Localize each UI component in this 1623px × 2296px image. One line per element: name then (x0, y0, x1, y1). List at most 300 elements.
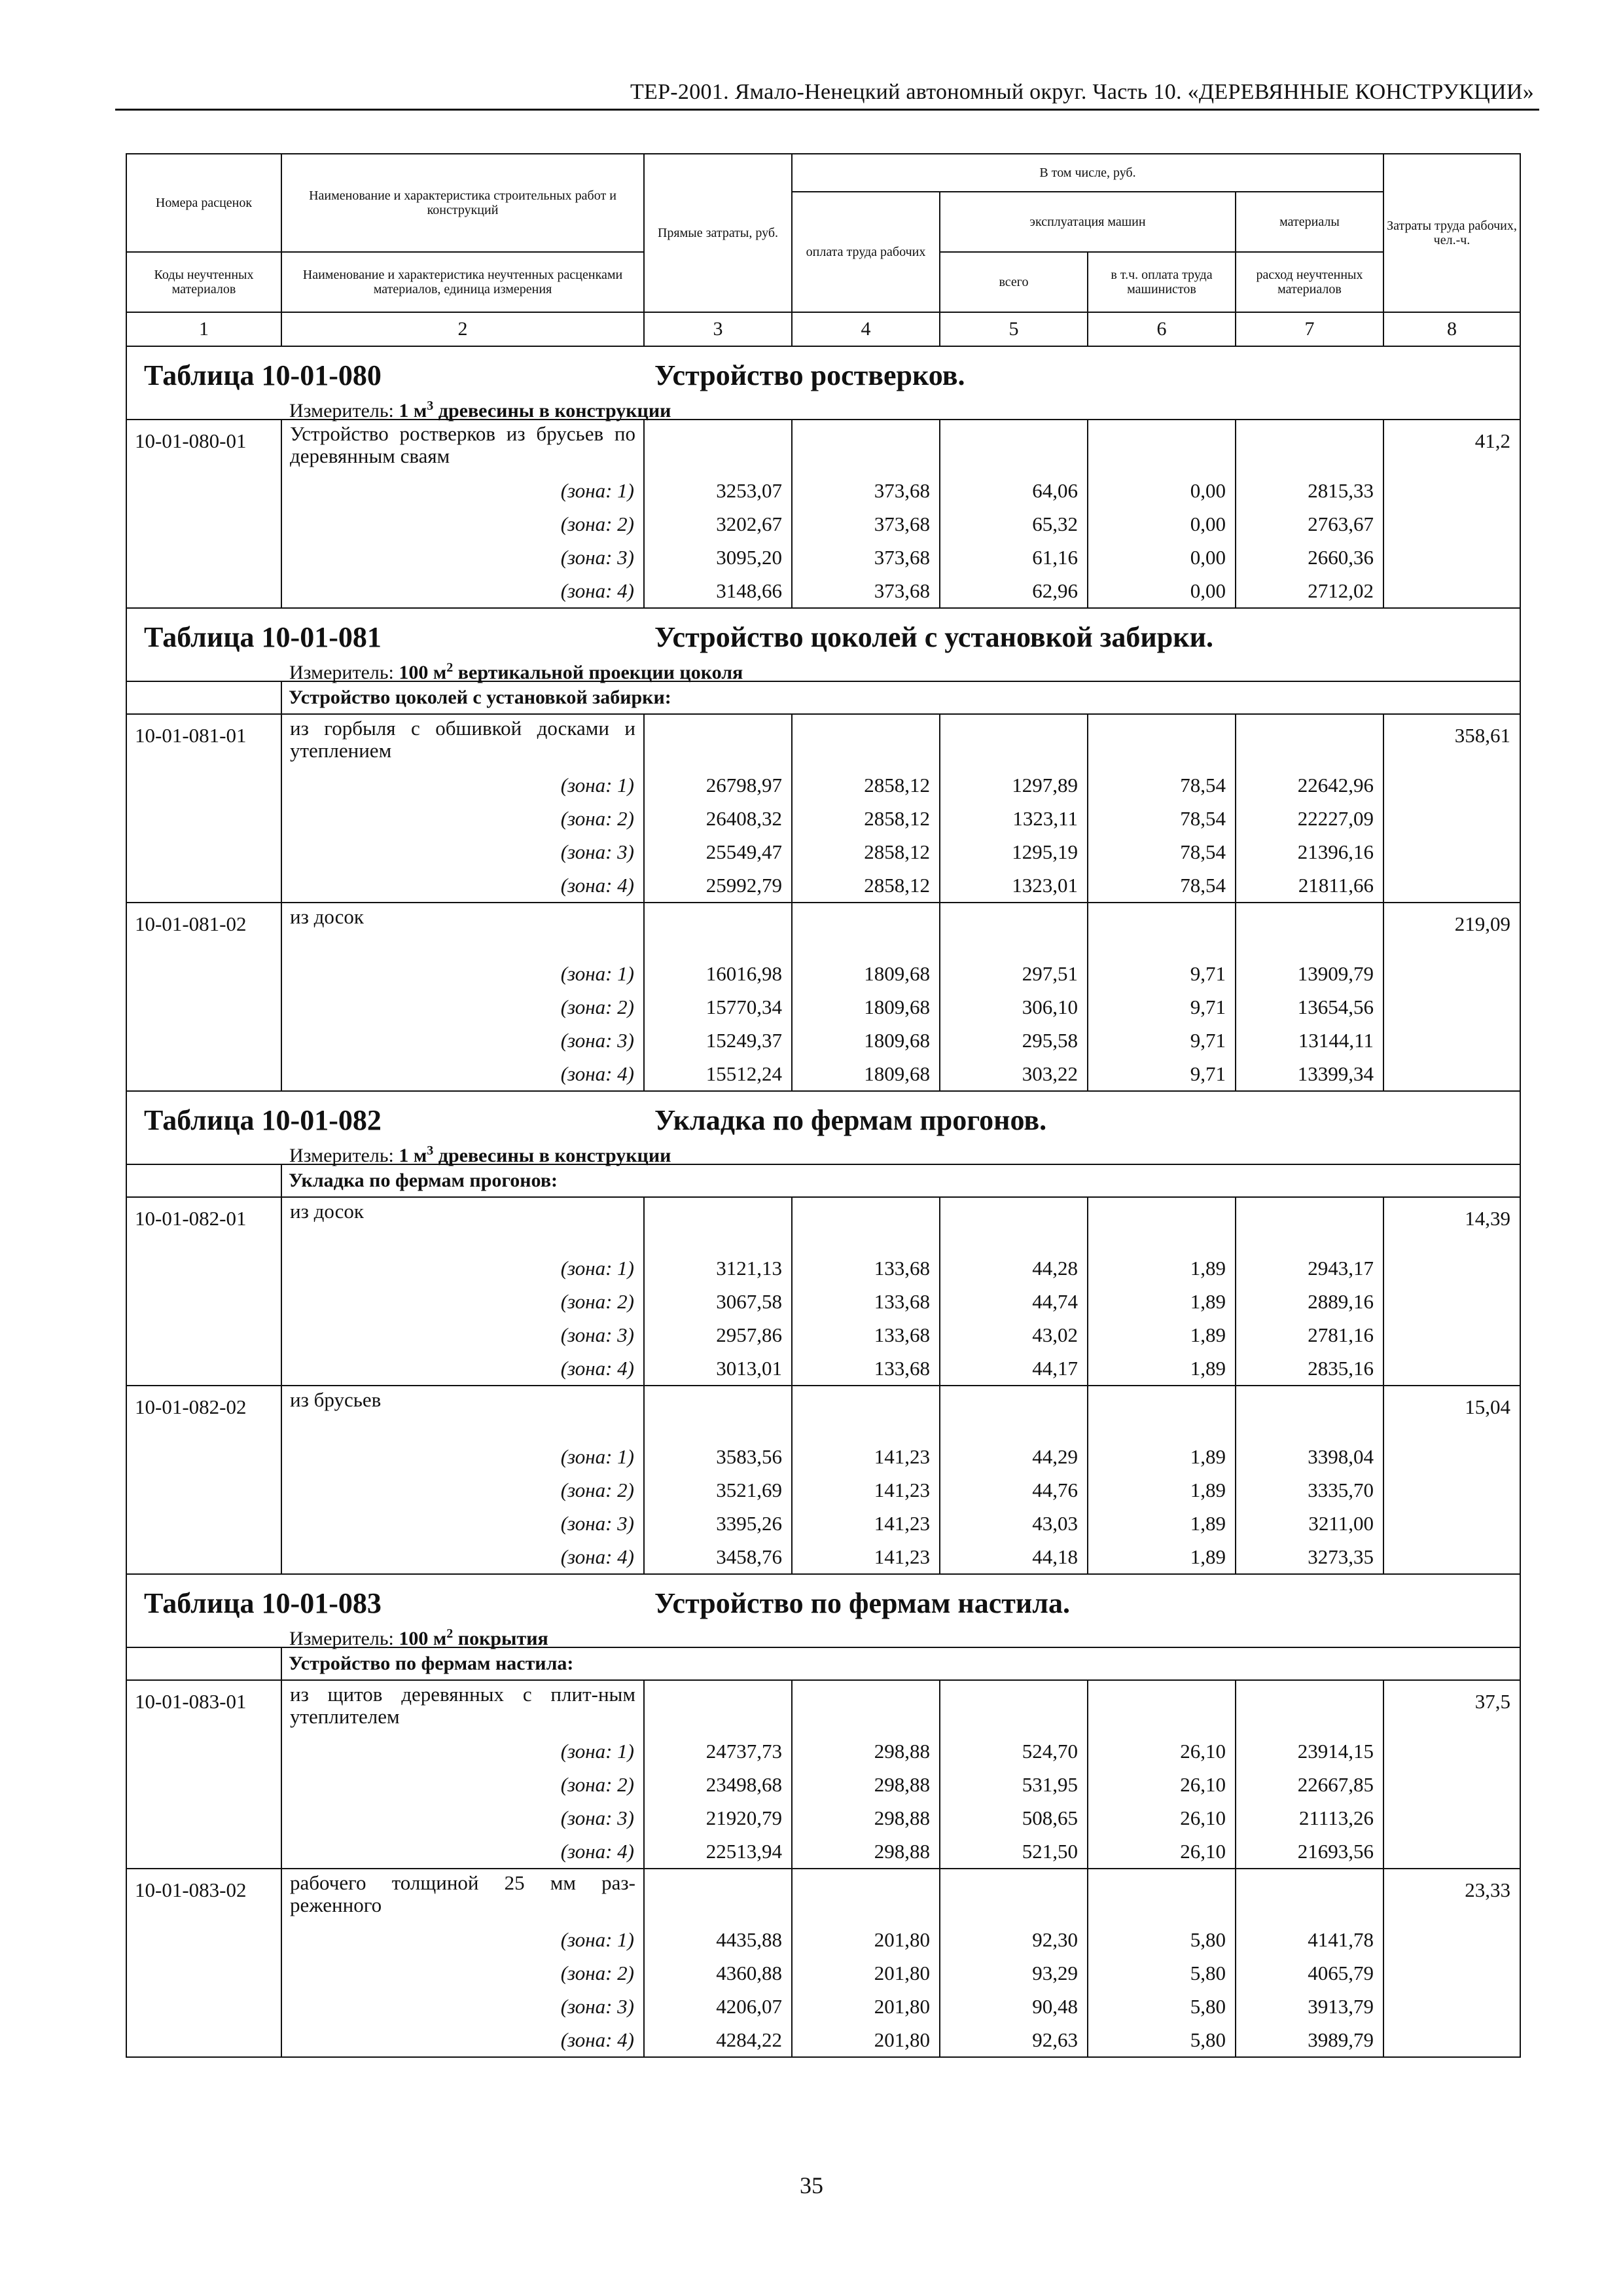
drivers-pay: 5,80 (1088, 1956, 1236, 1990)
drivers-pay: 78,54 (1088, 835, 1236, 869)
zone-row (126, 541, 1520, 574)
materials-cost: 2712,02 (1236, 574, 1383, 608)
empty-cell (792, 1386, 940, 1440)
worker-pay: 141,23 (792, 1507, 940, 1540)
col-header-group: В том числе, руб. (792, 154, 1383, 192)
empty-cell (1088, 714, 1236, 768)
empty-cell (644, 1386, 792, 1440)
empty-cell (1236, 1386, 1383, 1440)
col-header-pay: оплата труда рабочих (792, 192, 940, 312)
worker-pay: 133,68 (792, 1251, 940, 1285)
direct-cost: 3067,58 (644, 1285, 792, 1318)
drivers-pay: 26,10 (1088, 1835, 1236, 1869)
col-header-machines: эксплуатация машин (940, 192, 1236, 252)
meter-sup: 2 (446, 660, 454, 675)
machines-total: 43,02 (940, 1318, 1088, 1352)
machines-total: 297,51 (940, 957, 1088, 990)
drivers-pay: 0,00 (1088, 507, 1236, 541)
drivers-pay: 9,71 (1088, 1024, 1236, 1057)
zone-label: (зона: 4) (281, 1352, 644, 1386)
worker-pay: 141,23 (792, 1440, 940, 1473)
machines-total: 44,76 (940, 1473, 1088, 1507)
empty-cell (792, 420, 940, 474)
zone-row (126, 1540, 1520, 1574)
meter-sup: 2 (446, 1626, 454, 1641)
direct-cost: 21920,79 (644, 1801, 792, 1835)
zone-row (126, 1318, 1520, 1352)
labor-cost: 15,04 (1383, 1386, 1520, 1574)
labor-cost: 219,09 (1383, 903, 1520, 1091)
materials-cost: 2889,16 (1236, 1285, 1383, 1318)
zone-label: (зона: 1) (281, 1923, 644, 1956)
col-number: 3 (644, 312, 792, 346)
meter-prefix: Измеритель: (289, 1145, 394, 1166)
col-header-materials: материалы (1236, 192, 1383, 252)
worker-pay: 201,80 (792, 1956, 940, 1990)
table-subtitle: Устройство цоколей с установкой забирки: (281, 681, 1520, 714)
zone-label: (зона: 4) (281, 2023, 644, 2057)
zone-label: (зона: 4) (281, 869, 644, 903)
col-number: 8 (1383, 312, 1520, 346)
zone-row (126, 1285, 1520, 1318)
direct-cost: 15512,24 (644, 1057, 792, 1091)
table-subtitle: Устройство по фермам настила: (281, 1647, 1520, 1680)
direct-cost: 3395,26 (644, 1507, 792, 1540)
worker-pay: 201,80 (792, 1990, 940, 2023)
table-row (126, 1386, 1520, 1440)
zone-label: (зона: 1) (281, 1251, 644, 1285)
machines-total: 531,95 (940, 1768, 1088, 1801)
machines-total: 508,65 (940, 1801, 1088, 1835)
empty-cell (940, 714, 1088, 768)
drivers-pay: 78,54 (1088, 869, 1236, 903)
materials-cost: 13909,79 (1236, 957, 1383, 990)
drivers-pay: 1,89 (1088, 1473, 1236, 1507)
machines-total: 44,29 (940, 1440, 1088, 1473)
subtitle-row (126, 1164, 1520, 1197)
machines-total: 64,06 (940, 474, 1088, 507)
worker-pay: 1809,68 (792, 957, 940, 990)
empty-cell (1236, 1197, 1383, 1251)
machines-total: 303,22 (940, 1057, 1088, 1091)
table-meter (144, 393, 1520, 422)
zone-row (126, 1251, 1520, 1285)
zone-label: (зона: 2) (281, 1285, 644, 1318)
machines-total: 521,50 (940, 1835, 1088, 1869)
meter-unit (399, 662, 743, 683)
materials-cost: 3989,79 (1236, 2023, 1383, 2057)
worker-pay: 201,80 (792, 1923, 940, 1956)
table-name: Устройство по фермам настила. (654, 1587, 1070, 1619)
worker-pay: 2858,12 (792, 869, 940, 903)
col-number: 6 (1088, 312, 1236, 346)
table-caption (126, 608, 1520, 681)
drivers-pay: 0,00 (1088, 574, 1236, 608)
machines-total: 43,03 (940, 1507, 1088, 1540)
machines-total: 90,48 (940, 1990, 1088, 2023)
zone-row (126, 869, 1520, 903)
machines-total: 306,10 (940, 990, 1088, 1024)
zone-label: (зона: 1) (281, 474, 644, 507)
meter-prefix: Измеритель: (289, 1628, 394, 1649)
zone-row (126, 990, 1520, 1024)
table-meter (144, 1138, 1520, 1164)
meter-rest: древесины в конструкции (433, 1145, 671, 1166)
materials-cost: 3335,70 (1236, 1473, 1383, 1507)
labor-cost: 358,61 (1383, 714, 1520, 903)
zone-row (126, 507, 1520, 541)
document-title: ТЕР-2001. Ямало-Ненецкий автономный округ. Часть 10. «ДЕРЕВЯННЫЕ КОНСТРУКЦИИ» (630, 80, 1534, 104)
worker-pay: 298,88 (792, 1801, 940, 1835)
machines-total: 92,63 (940, 2023, 1088, 2057)
page-number: 35 (800, 2172, 823, 2198)
empty-cell (1088, 420, 1236, 474)
table-meter (144, 655, 1520, 681)
drivers-pay: 0,00 (1088, 541, 1236, 574)
materials-cost: 4141,78 (1236, 1923, 1383, 1956)
materials-cost: 22227,09 (1236, 802, 1383, 835)
empty-cell (644, 714, 792, 768)
drivers-pay: 1,89 (1088, 1540, 1236, 1574)
materials-cost: 22642,96 (1236, 768, 1383, 802)
machines-total: 93,29 (940, 1956, 1088, 1990)
zone-label: (зона: 2) (281, 990, 644, 1024)
zone-row (126, 2023, 1520, 2057)
drivers-pay: 9,71 (1088, 957, 1236, 990)
zone-label: (зона: 3) (281, 1801, 644, 1835)
machines-total: 92,30 (940, 1923, 1088, 1956)
col-number: 2 (281, 312, 644, 346)
rate-description: из брусьев (281, 1386, 644, 1440)
direct-cost: 3253,07 (644, 474, 792, 507)
col-header-codes: Коды неучтенных материалов (126, 252, 281, 312)
worker-pay: 141,23 (792, 1540, 940, 1574)
zone-label: (зона: 4) (281, 1057, 644, 1091)
meter-prefix: Измеритель: (289, 400, 394, 422)
worker-pay: 201,80 (792, 2023, 940, 2057)
table-caption-row (126, 608, 1520, 681)
labor-cost: 41,2 (1383, 420, 1520, 608)
empty-cell (644, 1680, 792, 1734)
zone-label: (зона: 1) (281, 1734, 644, 1768)
drivers-pay: 26,10 (1088, 1734, 1236, 1768)
zone-row (126, 1352, 1520, 1386)
table-id: Таблица 10-01-081 (144, 621, 382, 653)
materials-cost: 21396,16 (1236, 835, 1383, 869)
machines-total: 44,74 (940, 1285, 1088, 1318)
subtitle-row (126, 681, 1520, 714)
materials-cost: 2815,33 (1236, 474, 1383, 507)
meter-value: 100 м (399, 662, 447, 683)
zone-row (126, 1057, 1520, 1091)
direct-cost: 2957,86 (644, 1318, 792, 1352)
table-row (126, 1680, 1520, 1734)
drivers-pay: 9,71 (1088, 990, 1236, 1024)
machines-total: 44,28 (940, 1251, 1088, 1285)
table-row (126, 903, 1520, 957)
drivers-pay: 78,54 (1088, 768, 1236, 802)
empty-cell (644, 1869, 792, 1923)
machines-total: 61,16 (940, 541, 1088, 574)
table-caption (126, 1574, 1520, 1647)
meter-unit (399, 400, 671, 422)
rate-description: из досок (281, 903, 644, 957)
table-caption-line (144, 359, 1520, 393)
direct-cost: 3121,13 (644, 1251, 792, 1285)
empty-cell (940, 1869, 1088, 1923)
materials-cost: 2835,16 (1236, 1352, 1383, 1386)
rate-code: 10-01-081-01 (126, 714, 281, 903)
labor-cost: 14,39 (1383, 1197, 1520, 1386)
table-caption-row (126, 346, 1520, 420)
empty-cell (792, 903, 940, 957)
empty-cell (644, 903, 792, 957)
rate-description: из горбыля с обшивкой досками и утеплением (281, 714, 644, 768)
meter-unit (399, 1628, 548, 1649)
table-row (126, 1197, 1520, 1251)
direct-cost: 4360,88 (644, 1956, 792, 1990)
zone-row (126, 474, 1520, 507)
rate-description: из щитов деревянных с плит-ным утеплителем (281, 1680, 644, 1734)
table-name: Устройство цоколей с установкой забирки. (654, 621, 1213, 653)
drivers-pay: 1,89 (1088, 1318, 1236, 1352)
zone-label: (зона: 4) (281, 1540, 644, 1574)
labor-cost: 23,33 (1383, 1869, 1520, 2057)
meter-value: 1 м (399, 1145, 427, 1166)
table-caption-row (126, 1091, 1520, 1164)
materials-cost: 13144,11 (1236, 1024, 1383, 1057)
materials-cost: 3211,00 (1236, 1507, 1383, 1540)
zone-row (126, 768, 1520, 802)
materials-cost: 2781,16 (1236, 1318, 1383, 1352)
meter-rest: вертикальной проекции цоколя (453, 662, 743, 683)
drivers-pay: 26,10 (1088, 1801, 1236, 1835)
table-row (126, 420, 1520, 474)
rate-code: 10-01-082-02 (126, 1386, 281, 1574)
empty-cell (940, 903, 1088, 957)
zone-label: (зона: 3) (281, 1507, 644, 1540)
materials-cost: 13654,56 (1236, 990, 1383, 1024)
meter-sup: 3 (427, 399, 434, 413)
zone-label: (зона: 2) (281, 1473, 644, 1507)
drivers-pay: 5,80 (1088, 2023, 1236, 2057)
direct-cost: 3521,69 (644, 1473, 792, 1507)
col-number: 5 (940, 312, 1088, 346)
zone-row (126, 1990, 1520, 2023)
rate-code: 10-01-083-02 (126, 1869, 281, 2057)
empty-cell (1236, 420, 1383, 474)
drivers-pay: 26,10 (1088, 1768, 1236, 1801)
empty-cell (940, 420, 1088, 474)
empty-cell (1088, 1386, 1236, 1440)
rate-description: рабочего толщиной 25 мм раз-реженного (281, 1869, 644, 1923)
table-caption-row (126, 1574, 1520, 1647)
worker-pay: 373,68 (792, 541, 940, 574)
machines-total: 65,32 (940, 507, 1088, 541)
direct-cost: 26408,32 (644, 802, 792, 835)
worker-pay: 373,68 (792, 507, 940, 541)
worker-pay: 141,23 (792, 1473, 940, 1507)
zone-label: (зона: 2) (281, 1768, 644, 1801)
materials-cost: 4065,79 (1236, 1956, 1383, 1990)
meter-value: 1 м (399, 400, 427, 422)
worker-pay: 133,68 (792, 1352, 940, 1386)
zone-row (126, 1768, 1520, 1801)
col-header-direct: Прямые затраты, руб. (644, 154, 792, 312)
subtitle-row (126, 1647, 1520, 1680)
zone-row (126, 1024, 1520, 1057)
zone-row (126, 802, 1520, 835)
empty-cell (792, 1197, 940, 1251)
labor-cost: 37,5 (1383, 1680, 1520, 1869)
worker-pay: 1809,68 (792, 990, 940, 1024)
materials-cost: 23914,15 (1236, 1734, 1383, 1768)
subtitle-spacer (126, 1164, 281, 1197)
meter-unit (399, 1145, 671, 1166)
direct-cost: 24737,73 (644, 1734, 792, 1768)
empty-cell (1088, 1197, 1236, 1251)
worker-pay: 373,68 (792, 574, 940, 608)
empty-cell (1088, 1869, 1236, 1923)
col-header-material-name: Наименование и характеристика неучтенных расценками материалов, единица измерения (281, 252, 644, 312)
worker-pay: 2858,12 (792, 835, 940, 869)
drivers-pay: 1,89 (1088, 1352, 1236, 1386)
materials-cost: 3398,04 (1236, 1440, 1383, 1473)
zone-label: (зона: 3) (281, 1318, 644, 1352)
worker-pay: 373,68 (792, 474, 940, 507)
meter-sup: 3 (427, 1143, 434, 1158)
table-name: Устройство ростверков. (654, 359, 965, 391)
price-table (126, 153, 1521, 2058)
meter-value: 100 м (399, 1628, 447, 1649)
empty-cell (1236, 1680, 1383, 1734)
col-number: 4 (792, 312, 940, 346)
zone-row (126, 1507, 1520, 1540)
zone-row (126, 1956, 1520, 1990)
machines-total: 1323,11 (940, 802, 1088, 835)
empty-cell (1236, 714, 1383, 768)
col-header-number: Номера расценок (126, 154, 281, 252)
table-caption-line (144, 620, 1520, 655)
table-caption (126, 346, 1520, 420)
zone-row (126, 1801, 1520, 1835)
meter-prefix: Измеритель: (289, 662, 394, 683)
materials-cost: 22667,85 (1236, 1768, 1383, 1801)
drivers-pay: 5,80 (1088, 1990, 1236, 2023)
zone-row (126, 1734, 1520, 1768)
meter-rest: древесины в конструкции (433, 400, 671, 422)
empty-cell (644, 420, 792, 474)
empty-cell (1236, 1869, 1383, 1923)
materials-cost: 2763,67 (1236, 507, 1383, 541)
drivers-pay: 0,00 (1088, 474, 1236, 507)
zone-label: (зона: 4) (281, 574, 644, 608)
worker-pay: 2858,12 (792, 802, 940, 835)
drivers-pay: 1,89 (1088, 1440, 1236, 1473)
worker-pay: 1809,68 (792, 1024, 940, 1057)
direct-cost: 4284,22 (644, 2023, 792, 2057)
empty-cell (940, 1386, 1088, 1440)
direct-cost: 3583,56 (644, 1440, 792, 1473)
machines-total: 44,17 (940, 1352, 1088, 1386)
zone-row (126, 1835, 1520, 1869)
zone-label: (зона: 3) (281, 1024, 644, 1057)
rate-code: 10-01-080-01 (126, 420, 281, 608)
col-header-labor: Затраты труда рабочих, чел.-ч. (1383, 154, 1520, 312)
empty-cell (792, 714, 940, 768)
empty-cell (1236, 903, 1383, 957)
col-header-unaccounted: расход неучтенных материалов (1236, 252, 1383, 312)
rate-description: из досок (281, 1197, 644, 1251)
rate-code: 10-01-081-02 (126, 903, 281, 1091)
col-header-machines-total: всего (940, 252, 1088, 312)
empty-cell (1088, 1680, 1236, 1734)
materials-cost: 3913,79 (1236, 1990, 1383, 2023)
subtitle-spacer (126, 1647, 281, 1680)
machines-total: 1295,19 (940, 835, 1088, 869)
zone-label: (зона: 3) (281, 835, 644, 869)
worker-pay: 298,88 (792, 1768, 940, 1801)
table-id: Таблица 10-01-080 (144, 359, 382, 391)
direct-cost: 16016,98 (644, 957, 792, 990)
meter-rest: покрытия (453, 1628, 548, 1649)
machines-total: 62,96 (940, 574, 1088, 608)
empty-cell (644, 1197, 792, 1251)
zone-row (126, 1923, 1520, 1956)
zone-label: (зона: 1) (281, 957, 644, 990)
col-header-drivers: в т.ч. оплата труда машинистов (1088, 252, 1236, 312)
worker-pay: 2858,12 (792, 768, 940, 802)
materials-cost: 21113,26 (1236, 1801, 1383, 1835)
materials-cost: 3273,35 (1236, 1540, 1383, 1574)
machines-total: 295,58 (940, 1024, 1088, 1057)
table-row (126, 1869, 1520, 1923)
machines-total: 44,18 (940, 1540, 1088, 1574)
zone-label: (зона: 1) (281, 768, 644, 802)
direct-cost: 4435,88 (644, 1923, 792, 1956)
drivers-pay: 1,89 (1088, 1251, 1236, 1285)
zone-label: (зона: 3) (281, 1990, 644, 2023)
table-id: Таблица 10-01-082 (144, 1104, 382, 1136)
rate-description: Устройство ростверков из брусьев по деревянным сваям (281, 420, 644, 474)
table-header (126, 154, 1520, 346)
worker-pay: 1809,68 (792, 1057, 940, 1091)
worker-pay: 298,88 (792, 1835, 940, 1869)
col-number: 7 (1236, 312, 1383, 346)
drivers-pay: 1,89 (1088, 1285, 1236, 1318)
empty-cell (940, 1197, 1088, 1251)
table-id: Таблица 10-01-083 (144, 1587, 382, 1619)
direct-cost: 3148,66 (644, 574, 792, 608)
materials-cost: 21693,56 (1236, 1835, 1383, 1869)
drivers-pay: 78,54 (1088, 802, 1236, 835)
direct-cost: 4206,07 (644, 1990, 792, 2023)
zone-row (126, 1440, 1520, 1473)
zone-label: (зона: 2) (281, 1956, 644, 1990)
table-row (126, 714, 1520, 768)
direct-cost: 3095,20 (644, 541, 792, 574)
direct-cost: 25992,79 (644, 869, 792, 903)
empty-cell (940, 1680, 1088, 1734)
machines-total: 1297,89 (940, 768, 1088, 802)
zone-label: (зона: 3) (281, 541, 644, 574)
page-header (115, 73, 1539, 111)
table-caption-line (144, 1587, 1520, 1621)
col-number: 1 (126, 312, 281, 346)
materials-cost: 2943,17 (1236, 1251, 1383, 1285)
machines-total: 1323,01 (940, 869, 1088, 903)
direct-cost: 15249,37 (644, 1024, 792, 1057)
